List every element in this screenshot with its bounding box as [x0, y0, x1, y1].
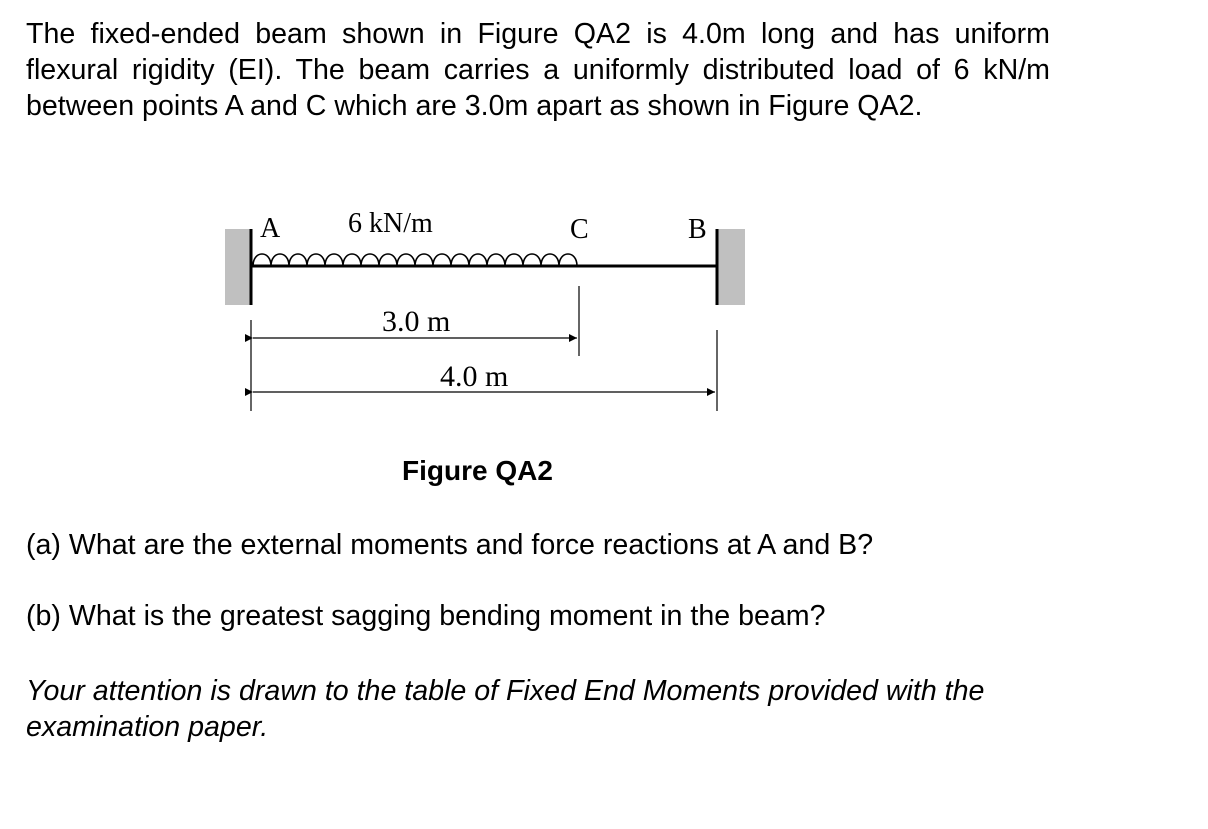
- exam-note: Your attention is drawn to the table of Fixed End Moments provided with the examination paper.: [26, 675, 985, 743]
- question-a: (a) What are the external moments and force reactions at A and B?: [26, 529, 874, 561]
- dimension-label-ab: 4.0 m: [440, 360, 509, 393]
- problem-statement: The fixed-ended beam shown in Figure QA2 is 4.0m long and has uniform flexural rigidity (EI). The beam carries a uniformly distributed load of 6 kN/m between points A and C which are 3.0m apart as shown in Figure QA2.: [26, 18, 1050, 122]
- label-load: 6 kN/m: [348, 208, 433, 239]
- left-wall-support: [225, 229, 251, 305]
- figure-caption: Figure QA2: [402, 455, 553, 486]
- label-point-c: C: [570, 214, 589, 245]
- right-wall-support: [718, 229, 745, 305]
- label-point-b: B: [688, 214, 707, 245]
- label-point-a: A: [260, 213, 281, 244]
- dimension-label-ac: 3.0 m: [382, 305, 451, 338]
- question-b: (b) What is the greatest sagging bending moment in the beam?: [26, 600, 826, 632]
- distributed-load-coils: [253, 254, 577, 266]
